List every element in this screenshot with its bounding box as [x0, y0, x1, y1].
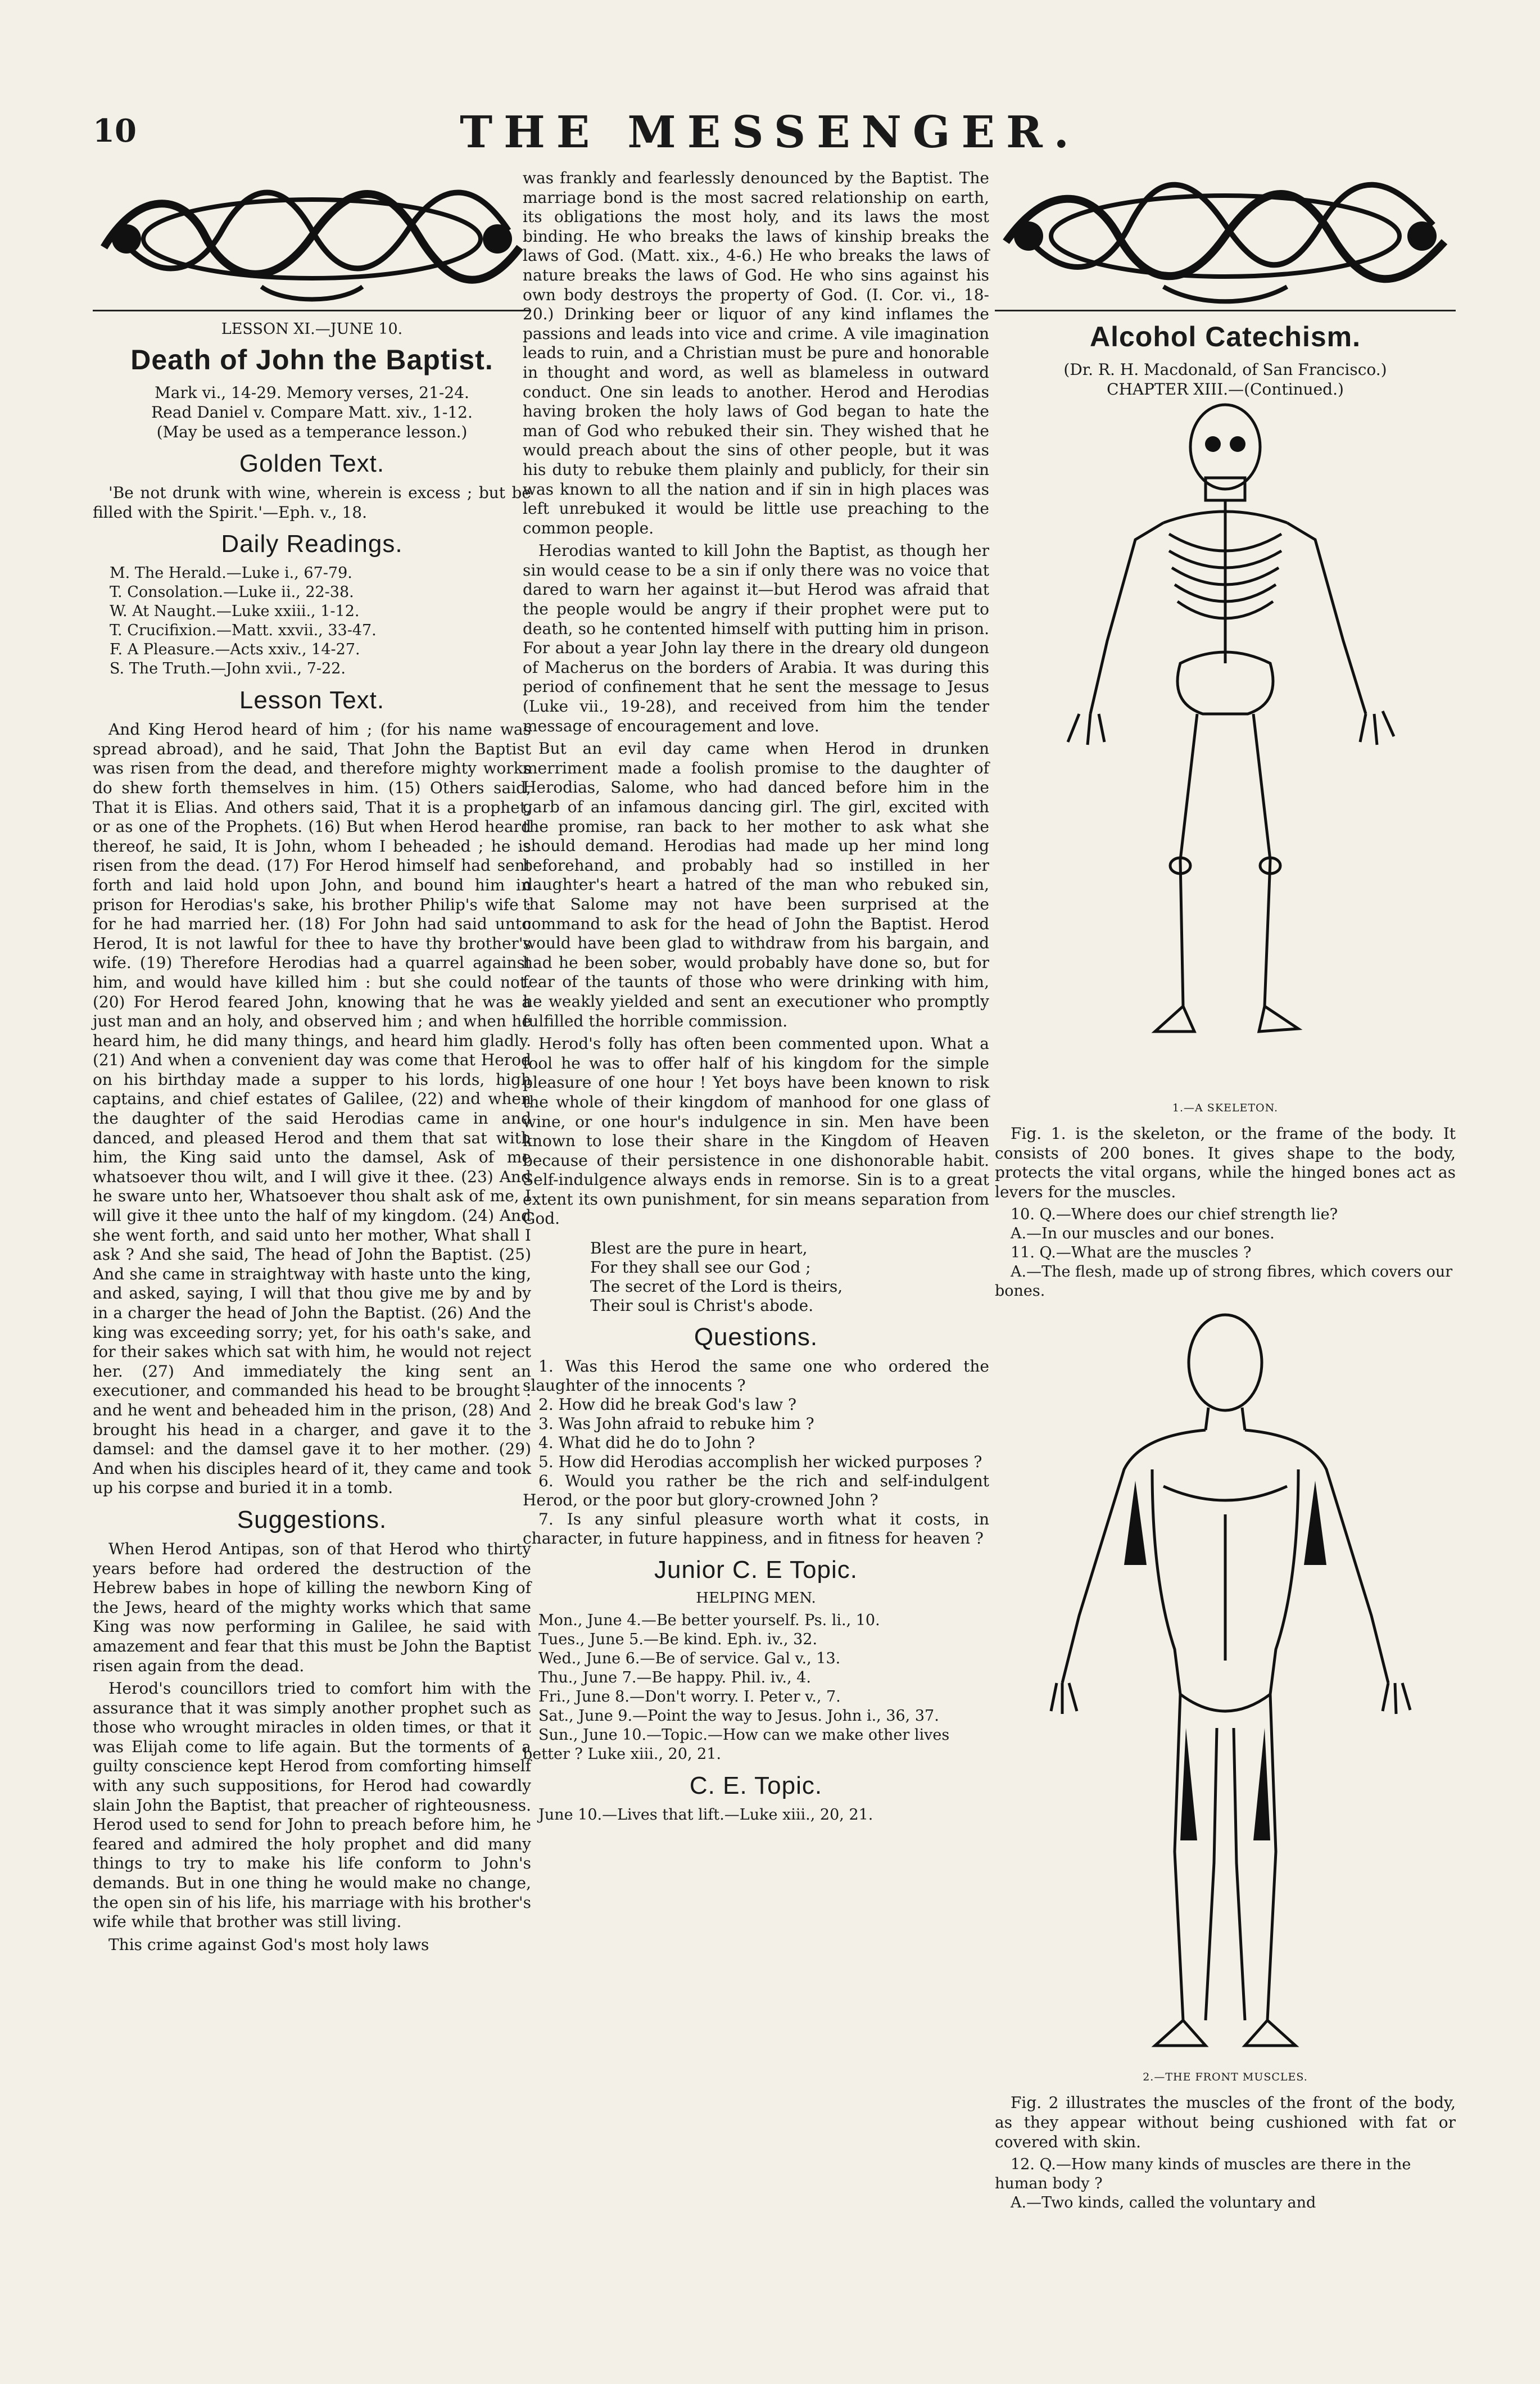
questions-heading: Questions. — [694, 1323, 818, 1351]
catechism-title: Alcohol Catechism. — [1090, 321, 1361, 352]
junior-ce-subheading: HELPING MEN. — [696, 1590, 816, 1607]
lesson-text: And King Herod heard of him ; (for his name was spread abroad), and he said, That John the Baptist was risen from the dead, and therefore mighty works do shew forth themselves in him. (15) Others said, That it is Elias. And others said, That it is a prophet, or as one of the Prophets. (16) But when Herod heard thereof, he said, It is John, whom I beheaded ; he is risen from the dead. (17) For Herod himself had sent forth and laid hold upon John, and bound him in prison for Herodias's sake, his brother Philip's wife : for he had married her. (18) For John had said unto Herod, It is not lawful for thee to have thy brother's wife. (19) Therefore Herodias had a quarrel against him, and would have killed him : but she could not. (20) For Herod feared John, knowing that he was a just man and an holy, and observed him ; and when he heard him, he did many things, and heard him gladly. (21) And when a convenient day was come that Herod on his birthday made a supper to his lords, high captains, and chief estates of Galilee, (22) and when the daughter of the said Herodias came in and danced, and pleased Herod and them that sat with him, the King said unto the damsel, Ask of me whatsoever thou wilt, and I will give it thee. (23) And he sware unto her, Whatsoever thou shalt ask of me, I will give it thee unto the half of my kingdom. (24) And she went forth, and said unto her mother, What shall I ask ? And she said, The head of John the Baptist. (25) And she came in straightway with haste unto the king, and asked, saying, I will that thou give me by and by in a charger the head of John the Baptist. (26) And the king was exceeding sorry; yet, for his oath's sake, and for their sakes which sat with him, he would not reject her. (27) And immediately the king sent an executioner, and commanded his head to be brought : and he went and beheaded him in the prison, (28) And brought his head in a charger, and gave it to the damsel: and the damsel gave it to her mother. (29) And when his disciples heard of it, they came and took up his corpse and buried it in a tomb. — [93, 720, 531, 1498]
suggestion-paragraph: This crime against God's most holy laws — [108, 1935, 429, 1954]
reading-item: M. The Herald.—Luke i., 67-79. — [110, 564, 352, 582]
topic-item: Sun., June 10.—Topic.—How can we make other lives better ? Luke xiii., 20, 21. — [523, 1726, 950, 1763]
chapter-label: CHAPTER XIII.—(Continued.) — [1107, 380, 1344, 399]
scripture-ref: (May be used as a temperance lesson.) — [156, 423, 468, 441]
skeleton-illustration — [995, 399, 1456, 1096]
catechism-qa — [995, 2155, 1456, 2213]
masthead: THE MESSENGER. — [460, 107, 1080, 158]
muscles-figure — [995, 1301, 1456, 2083]
qa-line: A.—Two kinds, called the voluntary and — [1011, 2194, 1316, 2212]
page-number: 10 — [93, 112, 137, 150]
question-item: 6. Would you rather be the rich and self-indulgent Herod, or the poor but glory-crowned John ? — [523, 1472, 989, 1510]
junior-ce-list — [523, 1611, 989, 1764]
temperance-ornament — [995, 169, 1456, 306]
suggestion-paragraph: When Herod Antipas, son of that Herod who thirty years before had ordered the destruction of the Hebrew babes in hope of killing the newborn King of the Jews, heard of the mighty works which that same King was now performing in Galilee, he said with amazement and fear that this must be John the Baptist risen again from the dead. — [93, 1539, 531, 1675]
catechism-author: (Dr. R. H. Macdonald, of San Francisco.) — [1063, 360, 1387, 379]
poem-line: For they shall see our God ; — [590, 1258, 811, 1277]
column-left — [93, 169, 531, 1958]
muscles-illustration — [995, 1301, 1456, 2065]
reading-item: S. The Truth.—John xvii., 7-22. — [110, 660, 346, 678]
questions-list — [523, 1357, 989, 1548]
golden-text: 'Be not drunk with wine, wherein is excess ; but be filled with the Spirit.'—Eph. v., 18. — [93, 483, 531, 522]
body-paragraph: Herod's folly has often been commented upon. What a fool he was to offer half of his kingdom for the simple pleasure of one hour ! Yet boys have been known to risk the whole of their kingdom of manhood for one glass of wine, or one hour's indulgence in sin. Men have been known to lose their share in the Kingdom of Heaven because of their persistence in one dishonorable habit. Self-indulgence always ends in remorse. Sin is to a great extent its own punishment, for sin means separation from God. — [523, 1034, 989, 1228]
qa-line: 10. Q.—Where does our chief strength lie? — [1011, 1206, 1338, 1224]
figure-caption: 2.—THE FRONT MUSCLES. — [1143, 2071, 1308, 2084]
reading-item: T. Consolation.—Luke ii., 22-38. — [110, 583, 354, 601]
suggestions-heading: Suggestions. — [237, 1505, 387, 1533]
sunday-school-ornament — [93, 169, 531, 306]
daily-readings-heading: Daily Readings. — [221, 530, 403, 558]
topic-item: Fri., June 8.—Don't worry. I. Peter v., 7. — [538, 1688, 841, 1706]
junior-ce-heading: Junior C. E Topic. — [654, 1556, 858, 1584]
lesson-title: Death of John the Baptist. — [130, 344, 493, 376]
qa-line: A.—In our muscles and our bones. — [1011, 1225, 1275, 1243]
body-paragraph: was frankly and fearlessly denounced by the Baptist. The marriage bond is the most sacred relationship on earth, its obligations the most holy, and its laws the most binding. He who breaks the laws of kinship breaks the laws of God. (Matt. xix., 4-6.) He who breaks the laws of nature breaks the laws of God. He who sins against his own body destroys the property of God. (I. Cor. vi., 18-20.) Drinking beer or liquor of any kind inflames the passions and leads into vice and crime. A vile imagination leads to ruin, and a Christian must be pure and honorable in thought and word, as well as blameless in outward conduct. One sin leads to another. Herod and Herodias having broken the holy laws of God began to hate the man of God who rebuked their sin. They wished that he would preach about the sins of other people, but it was his duty to rebuke them plainly and publicly, for their sin was known to all the nation and if sin in high places was left unrebuked it would be little use preaching to the common people. — [523, 169, 989, 537]
topic-item: June 10.—Lives that lift.—Luke xiii., 20, 21. — [538, 1806, 873, 1824]
question-item: 4. What did he do to John ? — [538, 1433, 755, 1453]
lesson-number: LESSON XI.—JUNE 10. — [221, 320, 403, 338]
ce-topic-list — [523, 1806, 989, 1825]
topic-item: Thu., June 7.—Be happy. Phil. iv., 4. — [538, 1669, 811, 1687]
question-item: 1. Was this Herod the same one who ordered the slaughter of the innocents ? — [523, 1357, 989, 1395]
topic-item: Wed., June 6.—Be of service. Gal v., 13. — [538, 1650, 841, 1668]
column-right — [995, 169, 1456, 2213]
qa-line: 11. Q.—What are the muscles ? — [1011, 1244, 1252, 1262]
suggestion-paragraph: Herod's councillors tried to comfort him with the assurance that it was simply another prophet such as those who wrought miracles in olden times, or that it was Elijah come to life again. But the torments of a guilty conscience kept Herod from comforting himself with any such suppositions, for Herod had cowardly slain John the Baptist, that preacher of righteousness. Herod used to send for John to preach before him, he feared and admired the holy prophet and did many things to try to make his life conform to John's demands. But in one thing he would make no change, the open sin of his life, his marriage with his brother's wife while that brother was still living. — [93, 1679, 531, 1931]
golden-text-heading: Golden Text. — [239, 450, 385, 477]
skeleton-figure — [995, 399, 1456, 1114]
poem-line: Blest are the pure in heart, — [590, 1239, 808, 1258]
figure-caption: 1.—A SKELETON. — [1172, 1102, 1279, 1114]
poem — [523, 1239, 989, 1315]
poem-line: Their soul is Christ's abode. — [590, 1296, 814, 1315]
daily-readings-list — [93, 564, 531, 678]
catechism-qa — [995, 1205, 1456, 1301]
question-item: 5. How did Herodias accomplish her wicked purposes ? — [538, 1453, 982, 1472]
scripture-ref: Read Daniel v. Compare Matt. xiv., 1-12. — [151, 403, 473, 422]
lesson-text-heading: Lesson Text. — [239, 686, 385, 714]
topic-item: Tues., June 5.—Be kind. Eph. iv., 32. — [538, 1631, 818, 1649]
question-item: 3. Was John afraid to rebuke him ? — [538, 1414, 814, 1433]
figure-description: Fig. 2 illustrates the muscles of the front of the body, as they appear without being cushioned with fat or covered with skin. — [995, 2093, 1456, 2151]
body-paragraph: Herodias wanted to kill John the Baptist, as though her sin would cease to be a sin if only there was no voice that dared to warn her against it—but Herod was afraid that the people would be angry if their prophet were put to death, so he contented himself with putting him in prison. For about a year John lay there in the dreary old dungeon of Macherus on the borders of Arabia. It was during this period of confinement that he sent the message to Jesus (Luke vii., 19-28), and received from him the tender message of encouragement and love. — [523, 541, 989, 735]
question-item: 7. Is any sinful pleasure worth what it costs, in character, in future happiness, and in fitness for heaven ? — [523, 1510, 989, 1548]
reading-item: T. Crucifixion.—Matt. xxvii., 33-47. — [110, 622, 377, 640]
column-middle — [523, 169, 989, 1825]
scripture-ref: Mark vi., 14-29. Memory verses, 21-24. — [155, 383, 469, 402]
body-paragraph: But an evil day came when Herod in drunken merriment made a foolish promise to the daughter of Herodias, Salome, who had danced before him in the garb of an infamous dancing girl. The girl, excited with the promise, ran back to her mother to ask what she should demand. Herodias had made up her mind long beforehand, and probably had so instilled in her daughter's heart a hatred of the man who rebuked sin, that Salome may not have been surprised at the command to ask for the head of John the Baptist. Herod would have been glad to withdraw from his bargain, and had he been sober, would probably have done so, but for fear of the taunts of those who were drinking with him, he weakly yielded and sent an executioner who promptly fulfilled the horrible commission. — [523, 739, 989, 1030]
poem-line: The secret of the Lord is theirs, — [590, 1277, 843, 1296]
question-item: 2. How did he break God's law ? — [538, 1395, 797, 1414]
topic-item: Mon., June 4.—Be better yourself. Ps. li., 10. — [538, 1612, 880, 1630]
figure-description: Fig. 1. is the skeleton, or the frame of the body. It consists of 200 bones. It gives shape to the body, protects the vital organs, while the hinged bones act as levers for the muscles. — [995, 1124, 1456, 1201]
reading-item: W. At Naught.—Luke xxiii., 1-12. — [110, 603, 360, 621]
qa-line: 12. Q.—How many kinds of muscles are there in the human body ? — [995, 2156, 1411, 2193]
ce-topic-heading: C. E. Topic. — [689, 1772, 823, 1800]
topic-item: Sat., June 9.—Point the way to Jesus. John i., 36, 37. — [538, 1707, 939, 1725]
qa-line: A.—The flesh, made up of strong fibres, which covers our bones. — [995, 1263, 1453, 1300]
reading-item: F. A Pleasure.—Acts xxiv., 14-27. — [110, 641, 360, 659]
